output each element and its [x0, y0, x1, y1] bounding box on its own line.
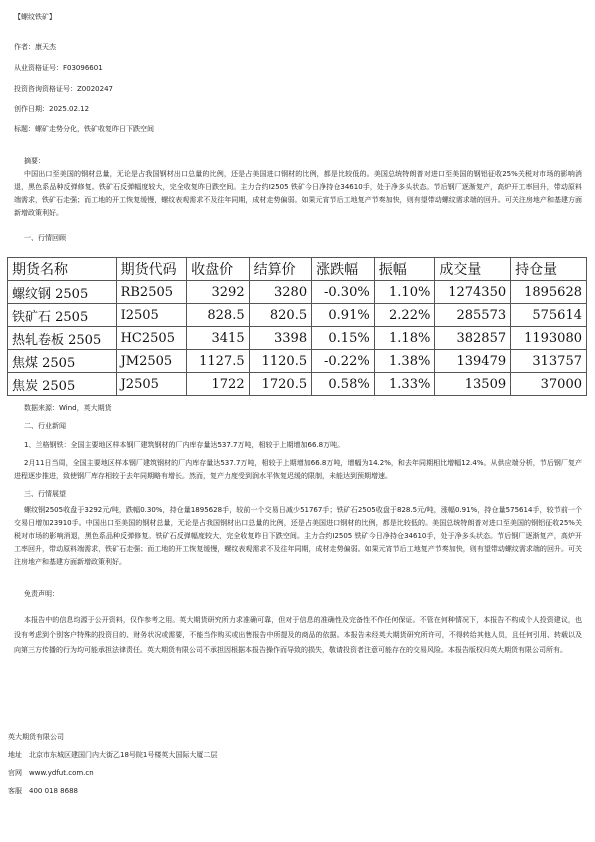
section-market-review-heading: 一、行情回顾 [24, 234, 66, 242]
cell-volume: 1274350 [435, 281, 511, 304]
cell-contract-name: 焦煤 2505 [8, 350, 117, 373]
cell-contract-code: J2505 [116, 373, 187, 396]
company-name: 英大期货有限公司 [8, 733, 64, 741]
cell-volume: 139479 [435, 350, 511, 373]
cell-amplitude: 1.18% [374, 327, 435, 350]
cell-contract-name: 铁矿石 2505 [8, 304, 117, 327]
header-contract-name: 期货名称 [8, 258, 117, 281]
cell-open-interest: 37000 [511, 373, 587, 396]
cell-change: 0.58% [312, 373, 375, 396]
header-contract-code: 期货代码 [116, 258, 187, 281]
table-header-row [8, 258, 587, 281]
company-website: 官网 www.ydfut.com.cn [8, 769, 94, 777]
cell-close: 1722 [187, 373, 250, 396]
cell-contract-name: 螺纹钢 2505 [8, 281, 117, 304]
section-outlook-heading: 三、行情展望 [24, 490, 66, 498]
cell-settle: 1720.5 [249, 373, 312, 396]
cell-contract-code: RB2505 [116, 281, 187, 304]
news-item-1: 1、兰格钢铁：全国主要地区样本钢厂建筑钢材的厂内库存量达537.7万吨，相较于上期增加66.8万吨。 [24, 441, 345, 449]
company-service-hotline: 客服 400 018 8688 [8, 787, 78, 795]
cell-contract-code: HC2505 [116, 327, 187, 350]
cell-amplitude: 1.33% [374, 373, 435, 396]
cell-change: -0.22% [312, 350, 375, 373]
cell-settle: 820.5 [249, 304, 312, 327]
license-certificate: 从业资格证号：F03096601 [14, 64, 103, 72]
section-news-heading: 二、行业新闻 [24, 422, 66, 430]
cell-contract-name: 焦炭 2505 [8, 373, 117, 396]
cell-open-interest: 575614 [511, 304, 587, 327]
cell-contract-name: 热轧卷板 2505 [8, 327, 117, 350]
header-change: 涨跌幅 [312, 258, 375, 281]
header-open-interest: 持仓量 [511, 258, 587, 281]
cell-settle: 3398 [249, 327, 312, 350]
cell-close: 3415 [187, 327, 250, 350]
header-settle: 结算价 [249, 258, 312, 281]
cell-amplitude: 1.38% [374, 350, 435, 373]
creation-date: 创作日期：2025.02.12 [14, 105, 90, 113]
cell-amplitude: 2.22% [374, 304, 435, 327]
cell-open-interest: 1895628 [511, 281, 587, 304]
table-row [8, 373, 587, 396]
table-row [8, 304, 587, 327]
summary-text: 中国出口至美国的钢材总量，无论是占我国钢材出口总量的比例，还是占美国进口钢材的比例，都是比较低的。美国总统特朗普对进口至美国的钢铝征收25%关税对市场的影响消退，黑色系品种反弹修复。铁矿石反弹幅度较大，完全收复昨日跌空间。主力合约I2505 铁矿今日净持仓34610手，处于净多头状态。节后钢厂逐渐复产，高炉开工率回升，带动原料端需求，铁矿石走强；而工地的开工恢复缓慢，螺纹表观需求不及往年同期，成材走势偏弱。如果元宵节后工地复产节奏加快，则有望带动螺纹需求端的回升。可关注房地产和基建方面新增政策利好。 [14, 170, 582, 217]
disclaimer-heading: 免责声明： [24, 590, 59, 598]
cell-volume: 285573 [435, 304, 511, 327]
cell-change: -0.30% [312, 281, 375, 304]
cell-close: 828.5 [187, 304, 250, 327]
cell-contract-code: I2505 [116, 304, 187, 327]
table-row [8, 281, 587, 304]
cell-change: 0.91% [312, 304, 375, 327]
cell-contract-code: JM2505 [116, 350, 187, 373]
cell-volume: 13509 [435, 373, 511, 396]
cell-settle: 1120.5 [249, 350, 312, 373]
cell-settle: 3280 [249, 281, 312, 304]
report-tag: 【螺纹铁矿】 [14, 13, 56, 21]
author: 作者：康天杰 [14, 43, 56, 51]
header-volume: 成交量 [435, 258, 511, 281]
quotes-table [7, 257, 587, 396]
report-title: 标题：螺矿走势分化，铁矿收复昨日下跌空间 [14, 125, 154, 133]
table-row [8, 350, 587, 373]
cell-change: 0.15% [312, 327, 375, 350]
header-amplitude: 振幅 [374, 258, 435, 281]
outlook-text: 螺纹钢2505收盘于3292元/吨，跌幅0.30%，持仓量1895628手，较前一个交易日减少51767手；铁矿石2505收盘于828.5元/吨，涨幅0.91%，持仓量575614手，较节前一个交易日增加23910手。中国出口至美国的钢材总量，无论是占我国钢材出口总量的比例，还是占美国进口钢材的比例，都是比较低的。美国总统特朗普对进口至美国的钢铝征收25%关税对市场的影响消退，黑色系品种反弹修复。铁矿石反弹幅度较大，完全收复昨日下跌空间。主力合约I2505 铁矿今日净持仓34610手，处于净多头状态。节后钢厂逐渐复产，高炉开工率回升，带动原料端需求，铁矿石走强；而工地的开工恢复缓慢，螺纹表观需求不及往年同期，成材走势偏弱。如果元宵节后工地复产节奏加快，则有望带动螺纹需求端的回升。可关注房地产和基建方面新增政策利好。 [14, 506, 582, 566]
summary-heading: 摘要： [24, 157, 45, 165]
disclaimer-text: 本报告中的信息均源于公开资料，仅作参考之用。英大期货研究所力求准确可靠，但对于信息的准确性及完备性不作任何保证。不管在何种情况下，本报告不构成个人投资建议，也没有考虑到个别客户特殊的投资目的、财务状况或需要，不能当作购买或出售报告中所提及的商品的依据。本报告未经英大期货研究所许可，不得转给其他人员，且任何引用、转载以及向第三方传播的行为均可能承担法律责任。英大期货有限公司不承担因根据本报告操作而导致的损失，敬请投资者注意可能存在的交易风险。本报告版权归英大期货有限公司所有。 [14, 616, 582, 654]
advisory-certificate: 投资咨询资格证号：Z0020247 [14, 85, 113, 93]
cell-close: 1127.5 [187, 350, 250, 373]
news-item-1-body: 2月11日当周，全国主要地区样本钢厂建筑钢材的厂内库存量达537.7万吨，相较于上期增加66.8万吨，增幅为14.2%，和去年同期相比增幅12.4%。从供应端分析，节后钢厂复产进程逐步推进，致使钢厂库存相较于去年同期略有增长。然而，复产力度受到润水平恢复迟缓的限制，未能达到预期增速。 [14, 459, 582, 480]
cell-volume: 382857 [435, 327, 511, 350]
cell-amplitude: 1.10% [374, 281, 435, 304]
data-source: 数据来源：Wind，英大期货 [24, 404, 112, 412]
cell-close: 3292 [187, 281, 250, 304]
header-close: 收盘价 [187, 258, 250, 281]
company-address: 地址 北京市东城区建国门内大街乙18号院1号楼英大国际大厦二层 [8, 751, 218, 759]
table-row [8, 327, 587, 350]
cell-open-interest: 313757 [511, 350, 587, 373]
cell-open-interest: 1193080 [511, 327, 587, 350]
